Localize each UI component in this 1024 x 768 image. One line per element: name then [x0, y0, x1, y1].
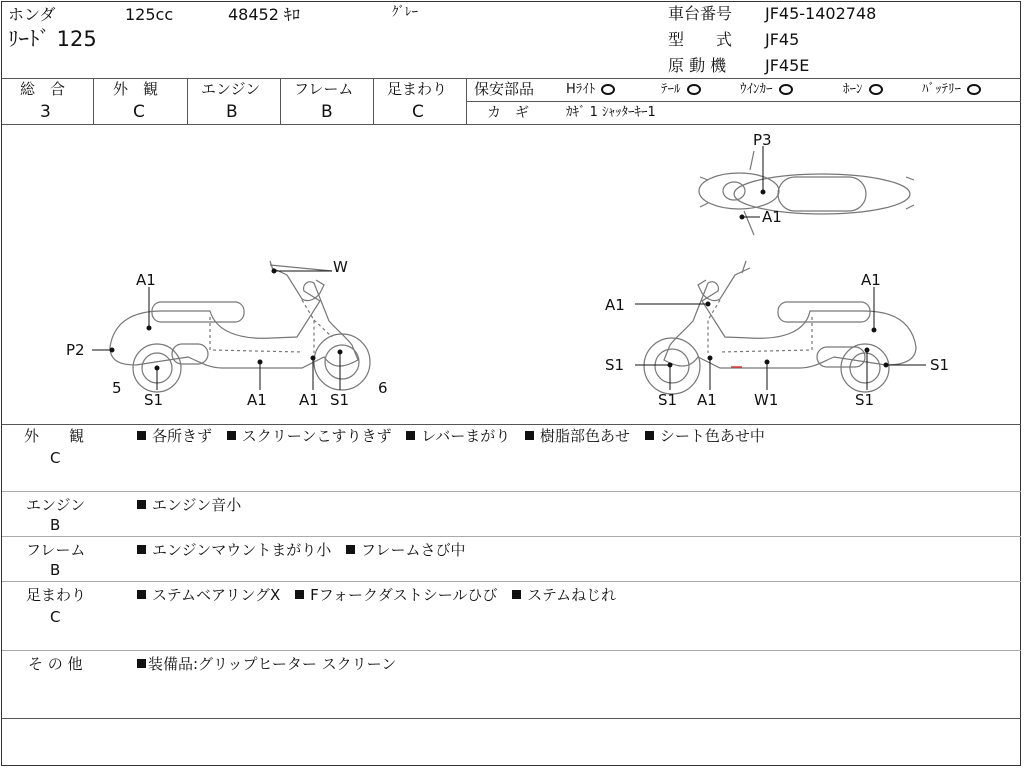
label-a1: A1: [299, 391, 319, 409]
safety-item-label: ﾊﾞｯﾃﾘｰ: [922, 82, 961, 97]
remark-item: レバーまがり: [406, 427, 510, 445]
label-w1: W1: [754, 391, 779, 409]
key-label: カ ギ: [487, 105, 529, 121]
label-a1: A1: [136, 271, 156, 289]
frame-no-label: 車台番号: [668, 4, 733, 23]
remark-items: [137, 588, 626, 603]
bullet-icon: [137, 431, 146, 440]
bullet-icon: [227, 431, 236, 440]
safety-item: [740, 83, 793, 96]
exterior-label: 外 観: [113, 80, 159, 98]
label-s1: S1: [930, 356, 950, 374]
safety-item-label: Hﾗｲﾄ: [566, 82, 596, 97]
divider: [2, 581, 1021, 582]
remark-items: [137, 543, 475, 558]
remark-category: 足まわり: [26, 586, 87, 604]
divider: [280, 78, 281, 124]
engine-value: JF45E: [765, 56, 810, 75]
safety-label: 保安部品: [474, 80, 535, 98]
label-a1: A1: [861, 271, 881, 289]
suspension-grade: C: [412, 102, 424, 122]
label-w: W: [333, 258, 348, 276]
color: ｸﾞﾚｰ: [392, 5, 418, 20]
remark-items: [137, 429, 775, 444]
bullet-icon: [346, 545, 355, 554]
label-a1: A1: [697, 391, 717, 409]
safety-item-label: ﾎｰﾝ: [843, 82, 863, 97]
bullet-icon: [137, 659, 146, 668]
bullet-icon: [645, 431, 654, 440]
label-a1: A1: [605, 296, 625, 314]
divider: [2, 491, 1021, 492]
remark-item: 樹脂部色あせ: [525, 427, 630, 445]
label-a1: A1: [247, 391, 267, 409]
label-s1: S1: [605, 356, 625, 374]
overall-grade: 3: [40, 102, 51, 122]
ok-circle-icon: [779, 84, 793, 95]
remark-grade: B: [50, 516, 61, 534]
engine-grade: B: [226, 102, 238, 122]
remark-item: エンジンマウントまがり小: [137, 541, 331, 559]
remark-category: 外 観: [24, 427, 85, 445]
divider: [373, 78, 374, 124]
key-value: ｶｷﾞ 1 ｼｬｯﾀｰｷｰ1: [566, 105, 656, 120]
remark-item: 装備品:グリップヒーター スクリーン: [137, 655, 396, 673]
ok-circle-icon: [869, 84, 883, 95]
remark-category: エンジン: [26, 496, 86, 514]
safety-item: [661, 83, 701, 96]
safety-item: [566, 83, 615, 96]
label-a1: A1: [762, 208, 782, 226]
frame-grade: B: [321, 102, 333, 122]
divider: [2, 78, 1021, 79]
ok-circle-icon: [967, 84, 981, 95]
remark-item: ステムねじれ: [512, 586, 616, 604]
bullet-icon: [525, 431, 534, 440]
safety-item: [922, 83, 981, 96]
bullet-icon: [295, 590, 304, 599]
engine-label: 原 動 機: [668, 56, 727, 75]
mileage: 48452 ｷﾛ: [228, 5, 300, 24]
remark-item: エンジン音小: [137, 496, 241, 514]
remark-category: フレーム: [26, 541, 86, 559]
bullet-icon: [406, 431, 415, 440]
bullet-icon: [512, 590, 521, 599]
remark-item: シート色あせ中: [645, 427, 765, 445]
label-s1: S1: [144, 391, 164, 409]
remark-grade: C: [50, 449, 61, 467]
label-6: 6: [378, 379, 388, 397]
bullet-icon: [137, 500, 146, 509]
suspension-grade-label: 足まわり: [387, 80, 448, 98]
remark-grade: C: [50, 608, 61, 626]
overall-label: 総 合: [20, 80, 66, 98]
model-name: ﾘｰﾄﾞ 125: [8, 27, 97, 51]
label-s1: S1: [658, 391, 678, 409]
remark-items: [137, 498, 251, 513]
divider: [2, 536, 1021, 537]
divider: [2, 650, 1021, 651]
label-5: 5: [112, 379, 122, 397]
remark-grade: B: [50, 561, 61, 579]
exterior-grade: C: [133, 102, 145, 122]
engine-grade-label: エンジン: [201, 80, 261, 98]
remark-item: 各所きず: [137, 427, 212, 445]
damage-diagram: [2, 125, 1021, 423]
label-p3: P3: [753, 131, 772, 149]
remark-item: スクリーンこすりきず: [227, 427, 392, 445]
divider: [467, 101, 1021, 102]
remark-category: そ の 他: [28, 655, 83, 673]
frame-grade-label: フレーム: [294, 80, 354, 98]
type-label: 型 式: [668, 30, 733, 49]
remark-item: ステムベアリングX: [137, 586, 280, 604]
label-p2: P2: [66, 341, 85, 359]
bullet-icon: [137, 545, 146, 554]
safety-item: [843, 83, 883, 96]
safety-item-label: ﾃｰﾙ: [661, 82, 681, 97]
label-s1: S1: [330, 391, 350, 409]
divider: [93, 78, 94, 124]
remark-items: [137, 657, 406, 672]
safety-item-label: ｳｲﾝｶｰ: [740, 82, 773, 97]
bullet-icon: [137, 590, 146, 599]
divider: [2, 718, 1021, 719]
remark-item: Fフォークダストシールひび: [295, 586, 497, 604]
type-value: JF45: [765, 30, 800, 49]
maker: ホンダ: [8, 5, 56, 24]
ok-circle-icon: [601, 84, 615, 95]
divider: [2, 424, 1021, 425]
displacement: 125cc: [125, 5, 174, 24]
divider: [187, 78, 188, 124]
divider: [466, 78, 467, 124]
remark-item: フレームさび中: [346, 541, 465, 559]
label-s1: S1: [855, 391, 875, 409]
ok-circle-icon: [687, 84, 701, 95]
frame-no: JF45-1402748: [765, 4, 877, 23]
